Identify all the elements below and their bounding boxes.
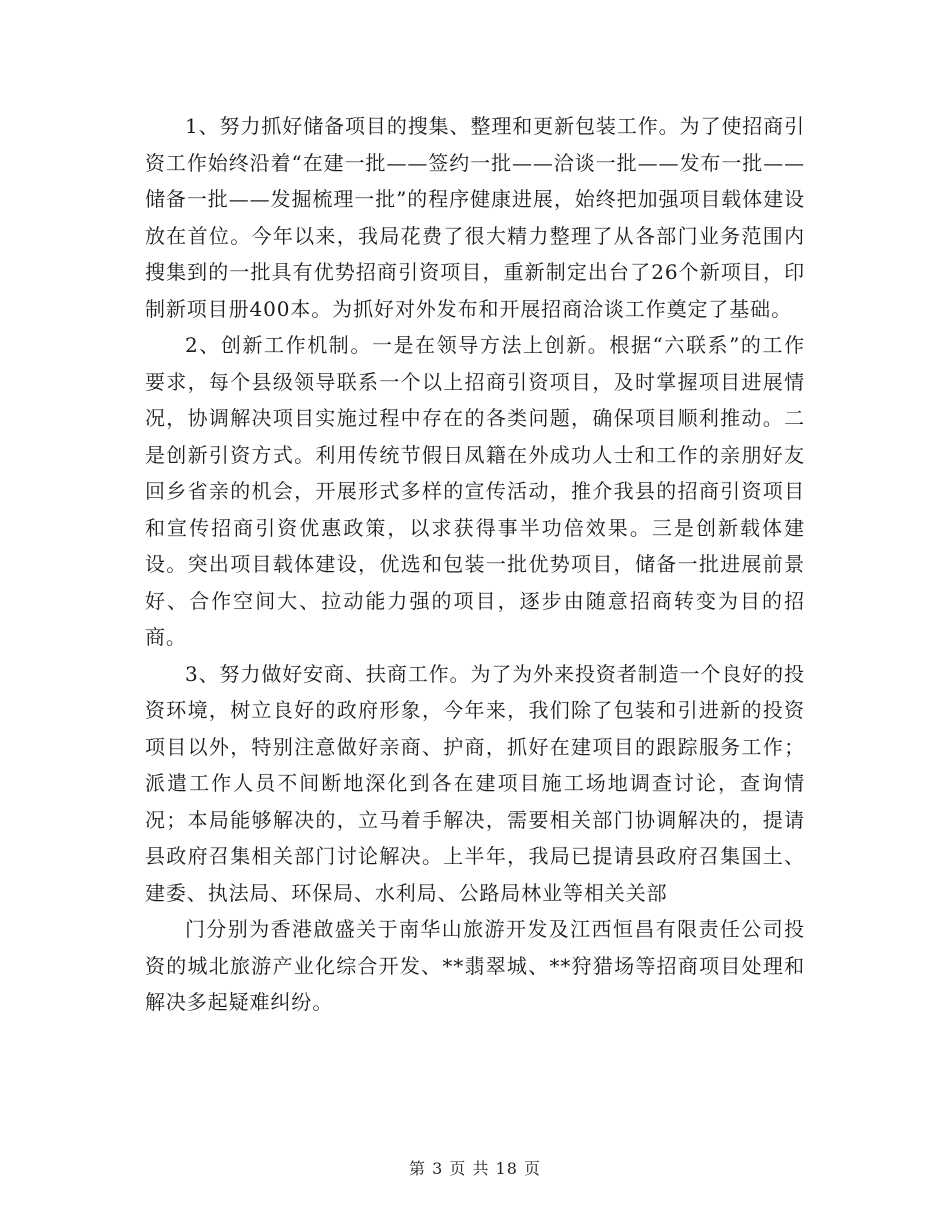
paragraph-1: 1、努力抓好储备项目的搜集、整理和更新包装工作。为了使招商引资工作始终沿着“在建一批——签约一批——洽谈一批——发布一批——储备一批——发掘梳理一批”的程序健康进展，始终把加强项目载体建设放在首位。今年以来，我局花费了很大精力整理了从各部门业务范围内搜集到的一批具有优势招商引资项目，重新制定出台了26个新项目，印制新项目册400本。为抓好对外发布和开展招商洽谈工作奠定了基础。 [145, 114, 805, 321]
paragraph-3: 3、努力做好安商、扶商工作。为了为外来投资者制造一个良好的投资环境，树立良好的政府形象，今年来，我们除了包装和引进新的投资项目以外，特别注意做好亲商、护商，抓好在建项目的跟踪服务工作；派遣工作人员不间断地深化到各在建项目施工场地调查讨论，查询情况；本局能够解决的，立马着手解决，需要相关部门协调解决的，提请县政府召集相关部门讨论解决。上半年，我局已提请县政府召集国土、建委、执法局、环保局、水利局、公路局林业等相关关部 [145, 661, 805, 905]
paragraph-2: 2、创新工作机制。一是在领导方法上创新。根据“六联系”的工作要求，每个县级领导联系一个以上招商引资项目，及时掌握项目进展情况，协调解决项目实施过程中存在的各类问题，确保项目顺利推动。二是创新引资方式。利用传统节假日凤籍在外成功人士和工作的亲朋好友回乡省亲的机会，开展形式多样的宣传活动，推介我县的招商引资项目和宣传招商引资优惠政策，以求获得事半功倍效果。三是创新载体建设。突出项目载体建设，优选和包装一批优势项目，储备一批进展前景好、合作空间大、拉动能力强的项目，逐步由随意招商转变为目的招商。 [145, 333, 805, 649]
page-number: 第 3 页 共 18 页 [409, 1159, 541, 1178]
document-body [145, 108, 805, 1021]
paragraph-4: 门分别为香港啟盛关于南华山旅游开发及江西恒昌有限责任公司投资的城北旅游产业化综合开发、**翡翠城、**狩猎场等招商项目处理和解决多起疑难纠纷。 [145, 917, 805, 1014]
